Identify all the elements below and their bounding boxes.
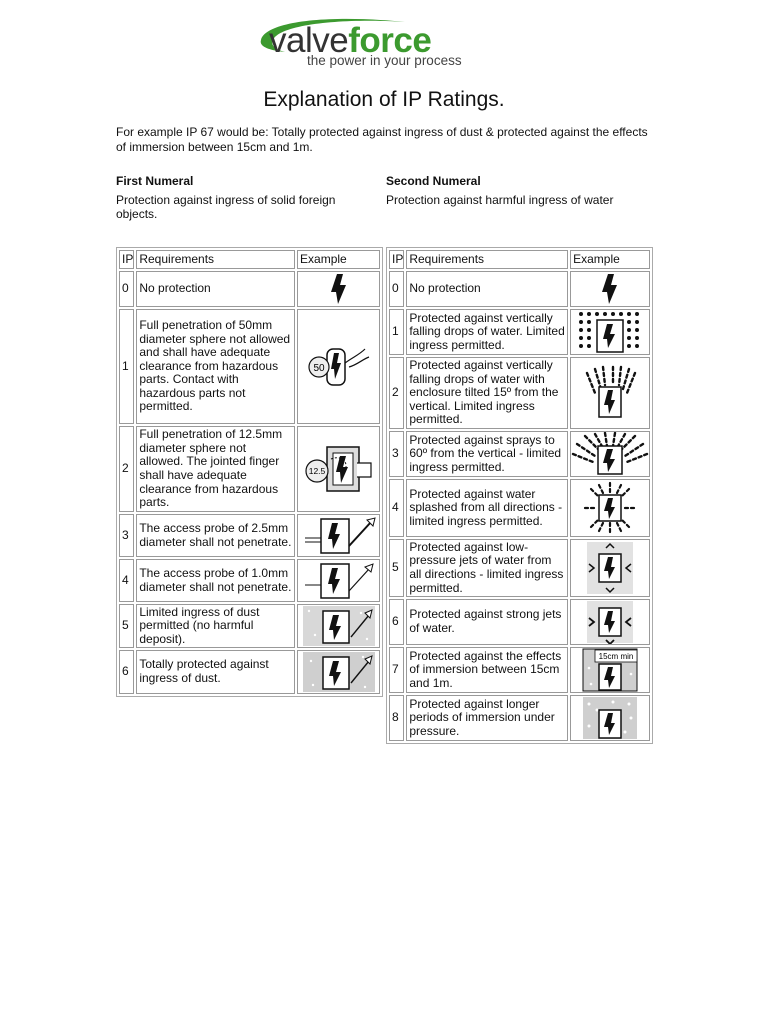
- ip-code: 7: [389, 647, 404, 693]
- example-cell: [570, 647, 650, 693]
- table-row: [389, 431, 650, 477]
- ip-code: 8: [389, 695, 404, 741]
- finger-12-5-icon: [301, 439, 377, 499]
- bolt-icon: [324, 273, 354, 305]
- spray-icon: [571, 432, 649, 476]
- requirement-text: Protected against sprays to 60º from the vertical - limited ingress permitted.: [406, 431, 568, 477]
- example-cell: [297, 309, 380, 424]
- table-header-row: [389, 250, 650, 269]
- example-cell: [297, 514, 380, 557]
- ip-code: 4: [389, 479, 404, 537]
- table-row: [119, 650, 380, 694]
- ip-code: 5: [389, 539, 404, 597]
- example-cell: [297, 271, 380, 307]
- probe-2-5-icon: [301, 516, 377, 556]
- page-title: Explanation of IP Ratings.: [263, 88, 505, 111]
- first-numeral-description: Protection against ingress of solid foreign objects.: [116, 193, 336, 221]
- ip-code: 1: [389, 309, 404, 355]
- tilted-drops-icon: [573, 363, 647, 423]
- sphere-50-icon: [301, 337, 377, 397]
- example-cell: [570, 309, 650, 355]
- ip-header: IP: [389, 250, 404, 269]
- low-jets-icon: [573, 540, 647, 596]
- first-numeral-heading: First Numeral: [116, 174, 194, 188]
- logo-word-valve: valve: [269, 21, 349, 60]
- ip-code: 6: [389, 599, 404, 645]
- example-cell: [297, 604, 380, 648]
- first-numeral-table: [116, 247, 383, 697]
- requirement-text: The access probe of 1.0mm diameter shall not penetrate.: [136, 559, 295, 602]
- example-cell: [570, 431, 650, 477]
- second-numeral-table: [386, 247, 653, 744]
- table-row: [119, 514, 380, 557]
- table-row: [119, 559, 380, 602]
- ip-code: 5: [119, 604, 134, 648]
- ip-code: 0: [119, 271, 134, 307]
- table-row: [389, 309, 650, 355]
- requirement-text: No protection: [136, 271, 295, 307]
- requirement-text: Full penetration of 12.5mm diameter sphere not allowed. The jointed finger shall have adequate clearance from hazardous parts.: [136, 426, 295, 512]
- requirement-text: Protected against longer periods of immersion under pressure.: [406, 695, 568, 741]
- ip-code: 2: [119, 426, 134, 512]
- immersion-depth-label: 15cm min: [598, 652, 634, 661]
- requirements-header: Requirements: [406, 250, 568, 269]
- table-row: [119, 309, 380, 424]
- strong-jets-icon: [573, 600, 647, 644]
- requirement-text: Protected against water splashed from all directions - limited ingress permitted.: [406, 479, 568, 537]
- example-cell: [570, 695, 650, 741]
- ip-code: 3: [119, 514, 134, 557]
- dust-protected-icon: [301, 605, 377, 647]
- finger-size-label: 12.5: [308, 466, 325, 476]
- requirements-header: Requirements: [136, 250, 295, 269]
- example-cell: [570, 539, 650, 597]
- table-row: [389, 599, 650, 645]
- requirement-text: Full penetration of 50mm diameter sphere not allowed and shall have adequate clearance from hazardous parts. Contact with hazardous parts not permitted.: [136, 309, 295, 424]
- logo-word-force: force: [348, 21, 432, 60]
- table-row: [389, 695, 650, 741]
- requirement-text: Limited ingress of dust permitted (no harmful deposit).: [136, 604, 295, 648]
- example-header: Example: [297, 250, 380, 269]
- ip-code: 1: [119, 309, 134, 424]
- ip-code: 2: [389, 357, 404, 429]
- example-cell: [297, 426, 380, 512]
- requirement-text: Totally protected against ingress of dust.: [136, 650, 295, 694]
- requirement-text: Protected against the effects of immersion between 15cm and 1m.: [406, 647, 568, 693]
- logo-tagline: the power in your process: [307, 53, 462, 68]
- table-row: [389, 647, 650, 693]
- ip-code: 4: [119, 559, 134, 602]
- example-cell: [570, 599, 650, 645]
- requirement-text: Protected against vertically falling drops of water with enclosure tilted 15º from the vertical. Limited ingress permitted.: [406, 357, 568, 429]
- example-cell: [297, 650, 380, 694]
- table-header-row: [119, 250, 380, 269]
- intro-text: For example IP 67 would be: Totally protected against ingress of dust & protected against the effects of immersion between 15cm and 1m.: [116, 125, 648, 154]
- splash-icon: [573, 481, 647, 535]
- dust-tight-icon: [301, 651, 377, 693]
- table-row: [119, 426, 380, 512]
- example-cell: [570, 479, 650, 537]
- sphere-size-label: 50: [312, 362, 325, 374]
- example-cell: [570, 357, 650, 429]
- requirement-text: Protected against vertically falling drops of water. Limited ingress permitted.: [406, 309, 568, 355]
- table-row: [389, 357, 650, 429]
- probe-1-0-icon: [301, 561, 377, 601]
- second-numeral-description: Protection against harmful ingress of water: [386, 193, 614, 207]
- example-cell: [297, 559, 380, 602]
- immersion-icon: [573, 648, 647, 692]
- ip-code: 3: [389, 431, 404, 477]
- table-row: [389, 271, 650, 307]
- example-header: Example: [570, 250, 650, 269]
- table-row: [119, 271, 380, 307]
- table-row: [389, 539, 650, 597]
- vertical-drops-icon: [573, 310, 647, 354]
- ip-code: 0: [389, 271, 404, 307]
- requirement-text: Protected against low-pressure jets of water from all directions - limited ingress permitted.: [406, 539, 568, 597]
- requirement-text: No protection: [406, 271, 568, 307]
- table-row: [389, 479, 650, 537]
- bolt-icon: [595, 273, 625, 305]
- valveforce-logo: [255, 16, 505, 72]
- requirement-text: The access probe of 2.5mm diameter shall not penetrate.: [136, 514, 295, 557]
- second-numeral-heading: Second Numeral: [386, 174, 481, 188]
- ip-code: 6: [119, 650, 134, 694]
- example-cell: [570, 271, 650, 307]
- requirement-text: Protected against strong jets of water.: [406, 599, 568, 645]
- table-row: [119, 604, 380, 648]
- ip-header: IP: [119, 250, 134, 269]
- submersion-icon: [573, 696, 647, 740]
